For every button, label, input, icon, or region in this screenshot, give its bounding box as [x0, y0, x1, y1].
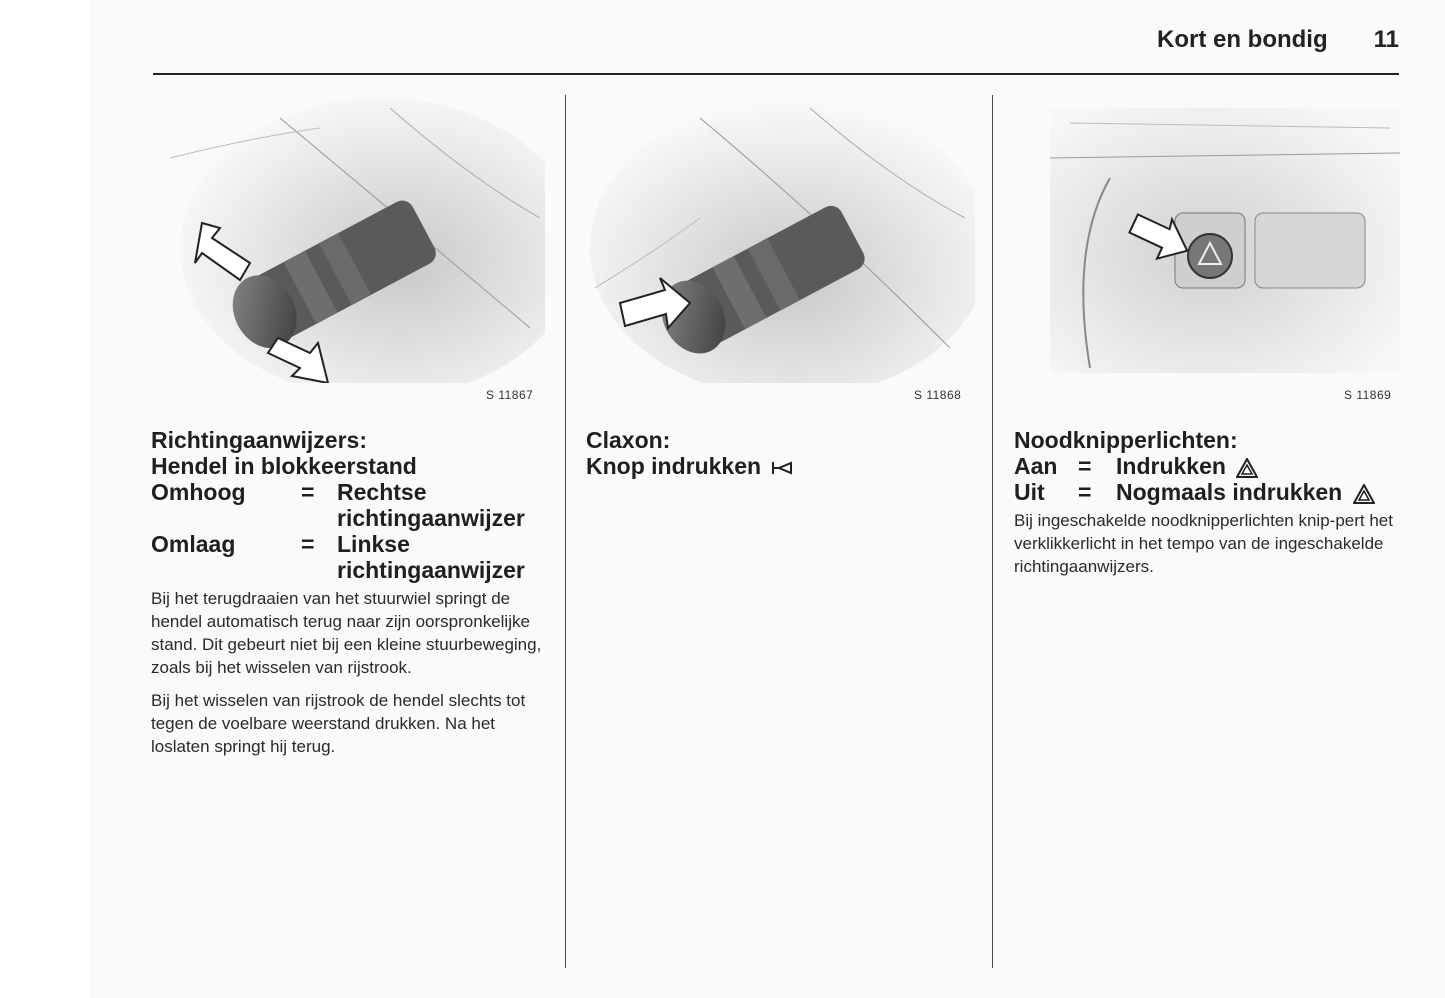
section-heading: Noodknipperlichten: — [1014, 427, 1238, 453]
body-paragraph: Bij ingeschakelde noodknipperlichten knip-pert het verklikkerlicht in het tempo van de ingeschakelde richtingaanwijzers. — [1014, 511, 1393, 576]
figure-id-3: S 11869 — [1344, 388, 1392, 402]
row-equals: = — [1078, 453, 1092, 479]
horn-instruction — [586, 453, 966, 479]
row-equals: = — [1078, 479, 1092, 505]
row-label: Uit — [1014, 479, 1045, 505]
hazard-section — [1014, 427, 1404, 578]
row-label: Omhoog — [151, 479, 246, 505]
body-paragraph: Bij het wisselen van rijstrook de hendel slechts tot tegen de voelbare weerstand drukken. Na het loslaten springt hij terug. — [151, 691, 526, 756]
horn-instruction-text: Knop indrukken — [586, 453, 762, 479]
hazard-illustration — [1050, 98, 1400, 383]
row-value-wrap: Nogmaals indrukken — [1116, 479, 1404, 505]
turn-signal-illustration — [150, 98, 545, 383]
body-paragraph: Bij het terugdraaien van het stuurwiel springt de hendel automatisch terug naar zijn oorspronkelijke stand. Dit gebeurt niet bij een kleine stuurbeweging, zoals bij het wisselen van rijstrook. — [151, 589, 542, 677]
page-number: 11 — [1373, 26, 1399, 53]
lever-position-table — [151, 479, 551, 583]
section-title: Kort en bondig — [1156, 26, 1328, 53]
row-value-cont: richtingaanwijzer — [337, 557, 525, 583]
section-heading: Claxon: — [586, 427, 671, 453]
row-value-cont: richtingaanwijzer — [337, 505, 525, 531]
horn-illustration — [580, 98, 975, 383]
row-equals: = — [301, 479, 315, 505]
figure-id-2: S 11868 — [914, 388, 962, 402]
horn-icon — [771, 460, 795, 476]
page-header — [1157, 26, 1399, 54]
row-value-wrap: Indrukken — [1116, 453, 1404, 479]
horn-section — [586, 427, 966, 479]
header-divider — [153, 73, 1399, 75]
row-equals: = — [301, 531, 315, 557]
row-value: Linkse — [337, 531, 410, 557]
column-divider-1 — [565, 95, 566, 968]
row-label: Aan — [1014, 453, 1058, 479]
column-divider-2 — [992, 95, 993, 968]
section-subheading: Hendel in blokkeerstand — [151, 453, 417, 479]
hazard-icon — [1236, 458, 1258, 478]
hazard-table — [1014, 453, 1404, 505]
hazard-icon — [1353, 484, 1375, 504]
row-label: Omlaag — [151, 531, 236, 557]
turn-signal-section — [151, 427, 551, 758]
section-heading: Richtingaanwijzers: — [151, 427, 367, 453]
row-value: Rechtse — [337, 479, 427, 505]
figure-id-1: S 11867 — [486, 388, 534, 402]
